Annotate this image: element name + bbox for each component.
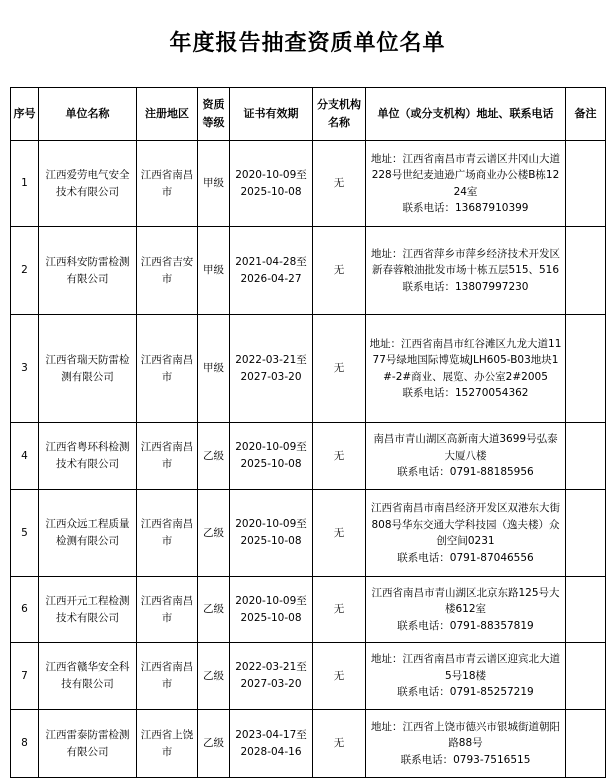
cell-unit: 江西开元工程检测技术有限公司: [39, 577, 137, 643]
cell-branch: 无: [313, 577, 366, 643]
header-grade: 资质等级: [198, 88, 230, 141]
phone-text: 联系电话：0791-88357819: [397, 619, 534, 632]
address-text: 地址：江西省萍乡市萍乡经济技术开发区新春蓉粮油批发市场十栋五层515、516: [371, 247, 560, 277]
page-title: 年度报告抽查资质单位名单: [169, 31, 446, 56]
header-unit: 单位名称: [39, 88, 137, 141]
cell-validity: 2020-10-09至2025-10-08: [230, 577, 313, 643]
cell-address: [366, 423, 566, 490]
cell-address: [366, 643, 566, 710]
phone-text: 联系电话：13807997230: [402, 280, 529, 293]
cell-seq: 2: [11, 227, 39, 315]
phone-text: 联系电话：15270054362: [402, 387, 529, 399]
cell-unit: 江西众远工程质量检测有限公司: [39, 490, 137, 577]
phone-text: 联系电话：0793-7516515: [400, 753, 531, 766]
cell-validity: 2022-03-21至2027-03-20: [230, 315, 313, 423]
cell-region: 江西省上饶市: [137, 710, 198, 778]
phone-text: 联系电话：0791-88185956: [397, 466, 534, 479]
cell-validity: 2020-10-09至2025-10-08: [230, 423, 313, 490]
cell-unit: 江西省赣华安全科技有限公司: [39, 643, 137, 710]
address-text: 南昌市青山湖区高新南大道3699号弘泰大厦八楼: [373, 433, 558, 462]
header-seq: 序号: [11, 88, 39, 141]
cell-grade: 乙级: [198, 423, 230, 490]
header-branch: 分支机构名称: [313, 88, 366, 141]
address-text: 地址：江西省南昌市青云谱区井冈山大道228号世纪麦迪逊广场商业办公楼B栋1224室: [371, 152, 560, 198]
cell-branch: 无: [313, 227, 366, 315]
cell-seq: 1: [11, 141, 39, 227]
cell-seq: 4: [11, 423, 39, 490]
cell-region: 江西省吉安市: [137, 227, 198, 315]
cell-seq: 5: [11, 490, 39, 577]
table-row: [11, 141, 606, 227]
cell-seq: 8: [11, 710, 39, 778]
cell-remark: [566, 710, 606, 778]
cell-grade: 乙级: [198, 577, 230, 643]
header-address: 单位（或分支机构）地址、联系电话: [366, 88, 566, 141]
cell-remark: [566, 423, 606, 490]
cell-address: [366, 315, 566, 423]
cell-branch: 无: [313, 710, 366, 778]
cell-region: 江西省南昌市: [137, 577, 198, 643]
cell-region: 江西省南昌市: [137, 423, 198, 490]
cell-grade: 甲级: [198, 315, 230, 423]
table-row: [11, 577, 606, 643]
cell-address: [366, 710, 566, 778]
cell-grade: 乙级: [198, 710, 230, 778]
cell-grade: 甲级: [198, 141, 230, 227]
cell-branch: 无: [313, 141, 366, 227]
cell-grade: 乙级: [198, 643, 230, 710]
table-row: [11, 315, 606, 423]
address-text: 江西省南昌市青山湖区北京东路125号大楼612室: [371, 586, 560, 616]
cell-remark: [566, 141, 606, 227]
cell-remark: [566, 577, 606, 643]
phone-text: 联系电话：0791-85257219: [397, 686, 534, 699]
qualification-table: [10, 87, 606, 778]
cell-validity: 2022-03-21至2027-03-20: [230, 643, 313, 710]
cell-validity: 2021-04-28至2026-04-27: [230, 227, 313, 315]
table-row: [11, 227, 606, 315]
phone-text: 联系电话：0791-87046556: [397, 551, 534, 564]
cell-address: [366, 227, 566, 315]
cell-address: [366, 141, 566, 227]
table-row: [11, 643, 606, 710]
cell-branch: 无: [313, 643, 366, 710]
address-text: 地址：江西省上饶市德兴市银城街道朝阳路88号: [371, 720, 560, 750]
cell-unit: 江西省瑞天防雷检测有限公司: [39, 315, 137, 423]
table-row: [11, 490, 606, 577]
cell-seq: 3: [11, 315, 39, 423]
address-text: 地址：江西省南昌市青云谱区迎宾北大道5号18楼: [371, 653, 560, 682]
cell-validity: 2023-04-17至2028-04-16: [230, 710, 313, 778]
address-text: 地址：江西省南昌市红谷滩区九龙大道1177号绿地国际博览城JLH605-B03地块1#-2#商业、展览、办公室2#2005: [369, 337, 562, 383]
cell-branch: 无: [313, 423, 366, 490]
cell-grade: 乙级: [198, 490, 230, 577]
cell-region: 江西省南昌市: [137, 141, 198, 227]
header-region: 注册地区: [137, 88, 198, 141]
cell-branch: 无: [313, 490, 366, 577]
cell-branch: 无: [313, 315, 366, 423]
address-text: 江西省南昌市南昌经济开发区双港东大街808号华东交通大学科技园（逸夫楼）众创空间0231: [371, 502, 560, 547]
header-validity: 证书有效期: [230, 88, 313, 141]
cell-unit: 江西雷泰防雷检测有限公司: [39, 710, 137, 778]
cell-region: 江西省南昌市: [137, 643, 198, 710]
table-row: [11, 710, 606, 778]
header-remark: 备注: [566, 88, 606, 141]
cell-remark: [566, 315, 606, 423]
cell-address: [366, 577, 566, 643]
header-row: [11, 88, 606, 141]
cell-remark: [566, 490, 606, 577]
cell-unit: 江西爱劳电气安全技术有限公司: [39, 141, 137, 227]
cell-seq: 7: [11, 643, 39, 710]
phone-text: 联系电话：13687910399: [402, 202, 529, 214]
cell-region: 江西省南昌市: [137, 315, 198, 423]
cell-address: [366, 490, 566, 577]
cell-unit: 江西科安防雷检测有限公司: [39, 227, 137, 315]
cell-remark: [566, 643, 606, 710]
table-row: [11, 423, 606, 490]
cell-unit: 江西省粤环科检测技术有限公司: [39, 423, 137, 490]
cell-validity: 2020-10-09至2025-10-08: [230, 141, 313, 227]
cell-seq: 6: [11, 577, 39, 643]
cell-remark: [566, 227, 606, 315]
cell-region: 江西省南昌市: [137, 490, 198, 577]
cell-validity: 2020-10-09至2025-10-08: [230, 490, 313, 577]
cell-grade: 甲级: [198, 227, 230, 315]
